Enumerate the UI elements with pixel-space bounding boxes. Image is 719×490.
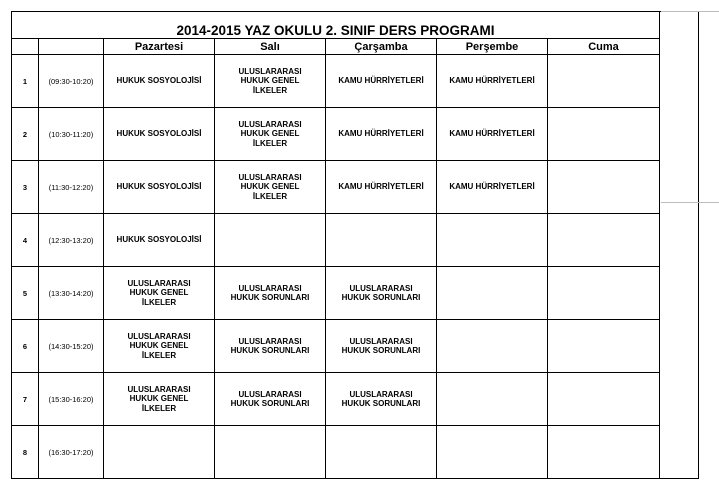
table-row	[12, 161, 699, 214]
period-number: 3	[12, 161, 39, 214]
course-cell-carsamba: KAMU HÜRRİYETLERİ	[326, 55, 437, 108]
table-row	[12, 373, 699, 426]
course-cell-sali	[215, 426, 326, 479]
header-day-persembe: Perşembe	[437, 39, 548, 55]
table-row	[12, 267, 699, 320]
course-cell-persembe: KAMU HÜRRİYETLERİ	[437, 161, 548, 214]
header-row	[12, 39, 699, 55]
table-row	[12, 426, 699, 479]
course-cell-carsamba	[326, 214, 437, 267]
course-cell-persembe: KAMU HÜRRİYETLERİ	[437, 55, 548, 108]
course-cell-pazartesi: ULUSLARARASI HUKUK GENEL İLKELER	[104, 373, 215, 426]
course-cell-sali: ULUSLARARASI HUKUK GENEL İLKELER	[215, 161, 326, 214]
course-cell-sali: ULUSLARARASI HUKUK GENEL İLKELER	[215, 55, 326, 108]
course-cell-cuma	[548, 373, 660, 426]
title-row	[12, 12, 699, 39]
schedule-table	[11, 11, 699, 479]
schedule-sheet	[11, 11, 699, 479]
header-day-carsamba: Çarşamba	[326, 39, 437, 55]
period-time: (11:30-12:20)	[39, 161, 104, 214]
period-number: 1	[12, 55, 39, 108]
course-cell-carsamba: ULUSLARARASI HUKUK SORUNLARI	[326, 320, 437, 373]
header-time-cell	[39, 39, 104, 55]
period-number: 8	[12, 426, 39, 479]
table-row	[12, 214, 699, 267]
course-cell-persembe	[437, 214, 548, 267]
course-cell-sali: ULUSLARARASI HUKUK SORUNLARI	[215, 373, 326, 426]
period-time: (13:30-14:20)	[39, 267, 104, 320]
period-number: 5	[12, 267, 39, 320]
course-cell-carsamba: KAMU HÜRRİYETLERİ	[326, 108, 437, 161]
course-cell-sali	[215, 214, 326, 267]
period-number: 6	[12, 320, 39, 373]
header-day-sali: Salı	[215, 39, 326, 55]
header-num-cell	[12, 39, 39, 55]
course-cell-cuma	[548, 161, 660, 214]
margin-column	[660, 12, 699, 479]
course-cell-pazartesi: HUKUK SOSYOLOJİSİ	[104, 108, 215, 161]
course-cell-pazartesi: ULUSLARARASI HUKUK GENEL İLKELER	[104, 320, 215, 373]
period-time: (14:30-15:20)	[39, 320, 104, 373]
period-time: (12:30-13:20)	[39, 214, 104, 267]
course-cell-persembe: KAMU HÜRRİYETLERİ	[437, 108, 548, 161]
course-cell-carsamba: ULUSLARARASI HUKUK SORUNLARI	[326, 267, 437, 320]
period-number: 4	[12, 214, 39, 267]
course-cell-sali: ULUSLARARASI HUKUK SORUNLARI	[215, 267, 326, 320]
course-cell-persembe	[437, 373, 548, 426]
period-number: 7	[12, 373, 39, 426]
course-cell-cuma	[548, 55, 660, 108]
course-cell-cuma	[548, 320, 660, 373]
course-cell-cuma	[548, 267, 660, 320]
period-time: (09:30-10:20)	[39, 55, 104, 108]
course-cell-sali: ULUSLARARASI HUKUK SORUNLARI	[215, 320, 326, 373]
course-cell-pazartesi: HUKUK SOSYOLOJİSİ	[104, 55, 215, 108]
course-cell-sali: ULUSLARARASI HUKUK GENEL İLKELER	[215, 108, 326, 161]
header-day-cuma: Cuma	[548, 39, 660, 55]
course-cell-pazartesi: HUKUK SOSYOLOJİSİ	[104, 161, 215, 214]
course-cell-carsamba: ULUSLARARASI HUKUK SORUNLARI	[326, 373, 437, 426]
course-cell-carsamba: KAMU HÜRRİYETLERİ	[326, 161, 437, 214]
period-time: (15:30-16:20)	[39, 373, 104, 426]
sheet-gridline	[661, 11, 719, 12]
course-cell-carsamba	[326, 426, 437, 479]
period-time: (10:30-11:20)	[39, 108, 104, 161]
course-cell-persembe	[437, 426, 548, 479]
title-cell	[12, 12, 660, 39]
period-number: 2	[12, 108, 39, 161]
table-row	[12, 320, 699, 373]
course-cell-pazartesi: ULUSLARARASI HUKUK GENEL İLKELER	[104, 267, 215, 320]
course-cell-cuma	[548, 108, 660, 161]
course-cell-persembe	[437, 320, 548, 373]
course-cell-cuma	[548, 426, 660, 479]
course-cell-pazartesi	[104, 426, 215, 479]
course-cell-persembe	[437, 267, 548, 320]
page-title: 2014-2015 YAZ OKULU 2. SINIF DERS PROGRAMI	[176, 23, 495, 38]
header-day-pazartesi: Pazartesi	[104, 39, 215, 55]
table-row	[12, 55, 699, 108]
course-cell-cuma	[548, 214, 660, 267]
sheet-gridline	[661, 202, 719, 203]
period-time: (16:30-17:20)	[39, 426, 104, 479]
table-row	[12, 108, 699, 161]
course-cell-pazartesi: HUKUK SOSYOLOJİSİ	[104, 214, 215, 267]
